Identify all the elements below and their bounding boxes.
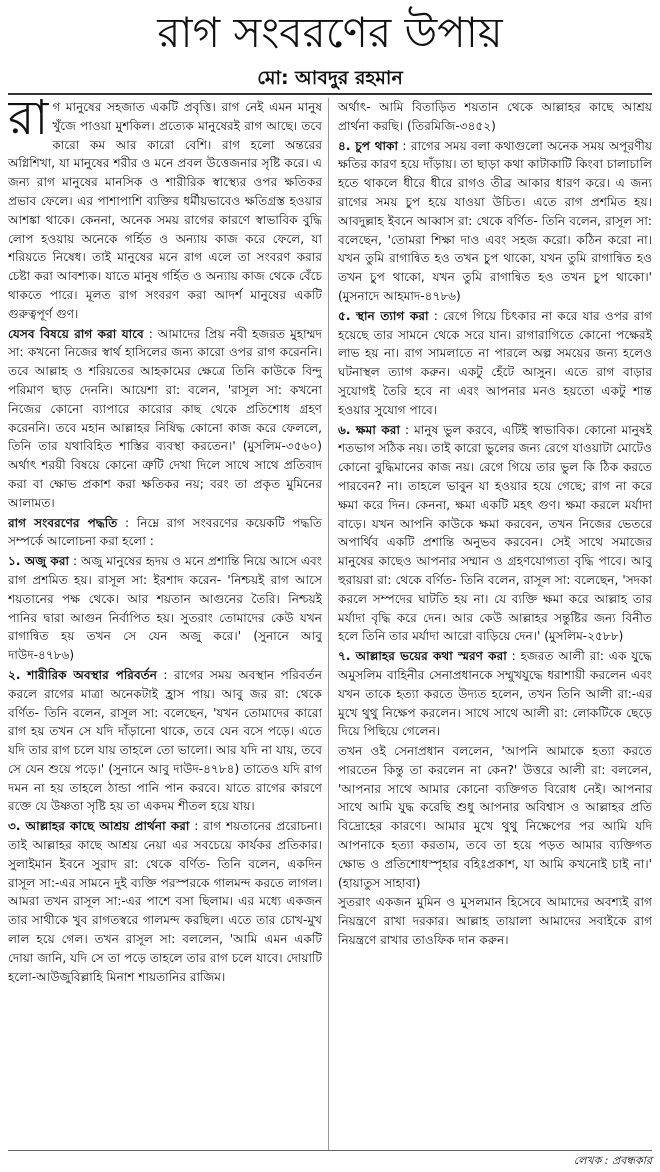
conclusion-paragraph: সুতরাং একজন মুমিন ও মুসলমান হিসেবে আমাদের অবশ্যই রাগ নিয়ন্ত্রণে রাখা দরকার। আল্লাহ তায়ালা আমাদের সবাইকে রাগ নিয়ন্ত্রণে রাখার তাওফিক দান করুন। <box>338 895 652 948</box>
section-wudu <box>8 552 322 665</box>
section-heading: ৭. আল্লাহর ভয়ের কথা স্মরণ করা <box>338 649 507 664</box>
section-silence <box>338 137 652 306</box>
left-column <box>8 98 322 1148</box>
section-forgive <box>338 421 652 647</box>
article-title: রাগ সংবরণের উপায় <box>157 8 503 57</box>
section-fear-of-allah <box>338 647 652 741</box>
section-text: : রাগের সময় বলা কথাগুলো অনেক সময় অপূরণীয় ক্ষতির কারণ হয়ে দাঁড়ায়। তা ছাড়া কথা কাটাকাটি কিংবা চালাচালি হতে থাকলে ধীরে ধীরে রাগও তীব্র আকার ধারণ করে। এ জন্য রাগের সময় চুপ হয়ে যাওয়া উচিত। এতে রাগ প্রশমিত হয়। আবদুল্লাহ ইবনে আব্বাস রা: থেকে বর্ণিত- তিনি বলেন, রাসূল সা: বলেছেন, 'তোমরা শিক্ষা দাও এবং সহজ করো। কঠিন করো না। যখন তুমি রাগান্বিত হও তখন চুপ থাকো, যখন তুমি রাগান্বিত হও তখন চুপ থাকো, যখন তুমি রাগান্বিত হও তখন চুপ থাকো।' (মুসনাদে আহমাদ-৪৭৮৬) <box>338 138 652 303</box>
section-heading: ৩. আল্লাহর কাছে আশ্রয় প্রার্থনা করা <box>8 819 190 834</box>
section-permitted-anger <box>8 325 322 513</box>
section-leave-place <box>338 307 652 420</box>
header-divider <box>8 93 652 95</box>
section-heading: ১. অজু করা <box>8 554 69 569</box>
section-heading: ৫. স্থান ত্যাগ করা <box>338 308 429 323</box>
story-paragraph: তখন ওই সেনাপ্রধান বললেন, 'আপনি আমাকে হত্যা করতে পারতেন কিন্তু তা করলেন না কেন?' উত্তরে আলী রা: বললেন, 'আপনার সাথে আমার কোনো ব্যক্তিগত বিরোধ নেই। আপনার সাথে আমি যুদ্ধ করেছি শুধু আপনার অবিশ্বাস ও আল্লাহর প্রতি বিদ্রোহের কারণে। আমার মুখে থুথু নিক্ষেপের পর আমি যদি আপনাকে হত্যা করতাম, তবে তা হয়ে পড়ত আমার ব্যক্তিগত ক্ষোভ ও প্রতিশোধস্পৃহার বহিঃপ্রকাশ, যা আমি কখনোই চাই না।' (হায়াতুস সাহাবা) <box>338 744 652 890</box>
section-methods <box>8 514 322 552</box>
drop-cap: রা <box>8 98 49 146</box>
section-text: : হজরত আলী রা: এক যুদ্ধে অমুসলিম বাহিনীর সেনাপ্রধানকে সম্মুখযুদ্ধে ধরাশায়ী করলেন এবং যখন তাকে হত্যা করতে উদ্যত হলেন, তখন তিনি আলী রা:-এর মুখে থুথু নিক্ষেপ করলেন। সাথে সাথে আলী রা: লোকটিকে ছেড়ে দিয়ে পিছিয়ে গেলেন। <box>338 649 652 739</box>
section-heading: যেসব বিষয়ে রাগ করা যাবে <box>8 326 144 341</box>
continuation-paragraph: অর্থাৎ- আমি বিতাড়িত শয়তান থেকে আল্লাহর কাছে আশ্রয় প্রার্থনা করছি। (তিরমিজি-৩৪৫২) <box>338 100 652 133</box>
section-text: : মানুষ ভুল করবে, এটিই স্বাভাবিক। কোনো মানুষই শতভাগ সঠিক নয়। তাই কারো ভুলের জন্য রেগে যাওয়াটা মোটেও কোনো বুদ্ধিমানের কাজ নয়। রেগে গিয়ে তার ভুল কি ঠিক করতে পারবেন? না। তাহলে ভাবুন যা হওয়ার হয়ে গেছে; রাগ না করে ক্ষমা করে দিন। কেননা, ক্ষমা একটি মহৎ গুণ। ক্ষমা করলে মর্যাদা বাড়ে। যখন আপনি কাউকে ক্ষমা করবেন, তখন নিজের ভেতরে অপার্থিব একটি প্রশান্তি অনুভব করবেন। সেই সাথে সমাজের মানুষের কাছেও আপনার সম্মান ও গ্রহণযোগ্যতা বৃদ্ধি পাবে। আবু হুরায়রা রা: থেকে বর্ণিত- তিনি বলেন, রাসূল সা: বলেছেন, 'সদকা করলে সম্পদের ঘাটতি হয় না। যে ব্যক্তি ক্ষমা করে আল্লাহ তার মর্যাদা বৃদ্ধি করে দেন। আর কেউ আল্লাহর সন্তুষ্টির জন্য বিনীত হলে তিনি তার মর্যাদা আরো বাড়িয়ে দেন।' (মুসলিম-২৫৮৮) <box>338 422 652 644</box>
intro-paragraph <box>8 98 322 324</box>
article-author: মো: আবদুর রহমান <box>257 67 403 89</box>
author-note: লেখক : প্রবন্ধকার <box>573 1154 652 1167</box>
right-column <box>338 98 652 1148</box>
section-text: : রাগ শয়তানের প্ররোচনা। তাই আল্লাহর কাছে আশ্রয় নেয়া এর সবচেয়ে কার্যকর প্রতিকার। সুলাইমান ইবনে সুরাদ রা: থেকে বর্ণিত- তিনি বলেন, একদিন রাসূল সা:-এর সামনে দুই ব্যক্তি পরস্পরকে গালমন্দ করতে লাগল। আমরা তখন রাসূল সা:-এর পাশে বসা ছিলাম। এর মধ্যে একজন তার সাথীকে খুব রাগতস্বরে গালমন্দ করছিল। এতে তার চোখ-মুখ লাল হয়ে গেল। তখন রাসূল সা: বললেন, 'আমি এমন একটি দোয়া জানি, যদি সে তা পড়ে তাহলে তার রাগ চলে যাবে। দোয়াটি হলো-আউজুবিল্লাহি মিনাশ শায়তানির রাজিম। <box>8 819 322 984</box>
section-heading: ৪. চুপ থাকা <box>338 138 399 153</box>
section-change-posture <box>8 666 322 816</box>
section-text: : অজু মানুষের হৃদয় ও মনে প্রশান্তি নিয়ে আসে এবং রাগ প্রশমিত হয়। রাসূল সা: ইরশাদ করেন- 'নিশ্চয়ই রাগ আসে শয়তানের পক্ষ থেকে। আর শয়তান আগুনের তৈরি। নিশ্চয়ই পানির দ্বারা আগুন নির্বাপিত হয়। সুতরাং তোমাদের কেউ যখন রাগান্বিত হয় তখন সে যেন অজু করে।' (সুনানে আবু দাউদ-৪৭৮৬) <box>8 554 322 663</box>
section-text: : রাগের সময় অবস্থান পরিবর্তন করলে রাগের মাত্রা অনেকটাই হ্রাস পায়। আবু জর রা: থেকে বর্ণিত- তিনি বলেন, রাসূল সা: বলেছেন, 'যখন তোমাদের কারো রাগ হয় তখন সে যদি দাঁড়ানো থাকে, তবে যেন বসে পড়ে। এতে যদি তার রাগ চলে যায় তাহলে তো ভালো। আর যদি না যায়, তবে সে যেন শুয়ে পড়ে।' (সুনানে আবু দাউদ-৪৭৮৪) তাতেও যদি রাগ দমন না হয় তাহলে ঠান্ডা পানি পান করবে। যাতে রাগের কারণে রক্তে যে উষ্ণতা সৃষ্টি হয় তা একদম শীতল হয়ে যায়। <box>8 667 322 814</box>
section-seek-refuge <box>8 817 322 986</box>
section-heading: রাগ সংবরণের পদ্ধতি <box>8 515 118 530</box>
section-text: : রেগে গিয়ে চিৎকার না করে যার ওপর রাগ হয়েছে তার সামনে থেকে সরে যান। রাগারাগিতে কোনো পক্ষেরই লাভ হয় না। রাগ সামলাতে না পারলে অল্প সময়ের জন্য হলেও ঘটনাস্থল ত্যাগ করুন। একটু হেঁটে আসুন। এতে রাগ বাড়ার সুযোগই তৈরি হবে না এবং আপনার মনও হয়তো একটু শান্ত হওয়ার সুযোগ পাবে। <box>338 308 652 417</box>
footer-divider <box>8 1150 652 1151</box>
section-text: : আমাদের প্রিয় নবী হজরত মুহাম্মদ সা: কখনো নিজের স্বার্থ হাসিলের জন্য কারো ওপর রাগ করেননি। তবে আল্লাহ ও শরিয়তের আহকামের ক্ষেত্রে তিনি কাউকে বিন্দু পরিমাণ ছাড় দেননি। আয়েশা রা: বলেন, 'রাসূল সা: কখনো নিজের কোনো ব্যাপারে কারোর কাছ থেকে প্রতিশোধ গ্রহণ করেননি। তবে মহান আল্লাহর নিষিদ্ধ কোনো কাজ করে ফেললে, তিনি তার যথাবিহিত শাস্তির ব্যবস্থা করতেন।' (মুসলিম-৩৫৬০) অর্থাৎ শরয়ী বিষয়ে কোনো ত্রুটি দেখা দিলে সাথে সাথে প্রতিবাদ করা বা ক্ষোভ প্রকাশ করা ক্ষতিকর নয়; বরং তা প্রকৃত মুমিনের আলামত। <box>8 326 322 510</box>
section-text: : নিম্নে রাগ সংবরণের কয়েকটি পদ্ধতি সম্পর্কে আলোচনা করা হলো : <box>8 515 322 549</box>
intro-text: গ মানুষের সহজাত একটি প্রবৃত্তি। রাগ নেই এমন মানুষ খুঁজে পাওয়া মুশকিল। প্রত্যেক মানুষেরই রাগ আছে। তবে কারো কম আর কারো বেশি। রাগ হলো অন্তরের অগ্নিশিখা, যা মানুষের শরীর ও মনে প্রবল উত্তেজনার সৃষ্টি করে। এ জন্য রাগ মানুষের মানসিক ও শারীরিক স্বাস্থ্যের ওপর ক্ষতিকর প্রভাব ফেলে। এর পাশাপাশি ব্যক্তির ধর্মীয়ভাবেও ক্ষতিগ্রস্ত হওয়ার আশঙ্কা থাকে। কেননা, অনেক সময় রাগের কারণে স্বাভাবিক বুদ্ধি লোপ হওয়ায় অনেকে গর্হিত ও অন্যায় কাজ করে ফেলে, যা শরিয়তে নিষেধ। তাই মানুষের মনে রাগ এলে তা সংবরণ করার চেষ্টা করা আবশ্যক। যাতে মানুষ গর্হিত ও অন্যায় কাজ থেকে বেঁচে থাকতে পারে। মূলত রাগ সংবরণ করা আদর্শ মানুষের একটি গুরুত্বপূর্ণ গুণ। <box>8 100 322 321</box>
column-divider <box>328 98 329 1150</box>
section-heading: ২. শারীরিক অবস্থার পরিবর্তন <box>8 667 157 682</box>
section-heading: ৬. ক্ষমা করা <box>338 422 400 437</box>
